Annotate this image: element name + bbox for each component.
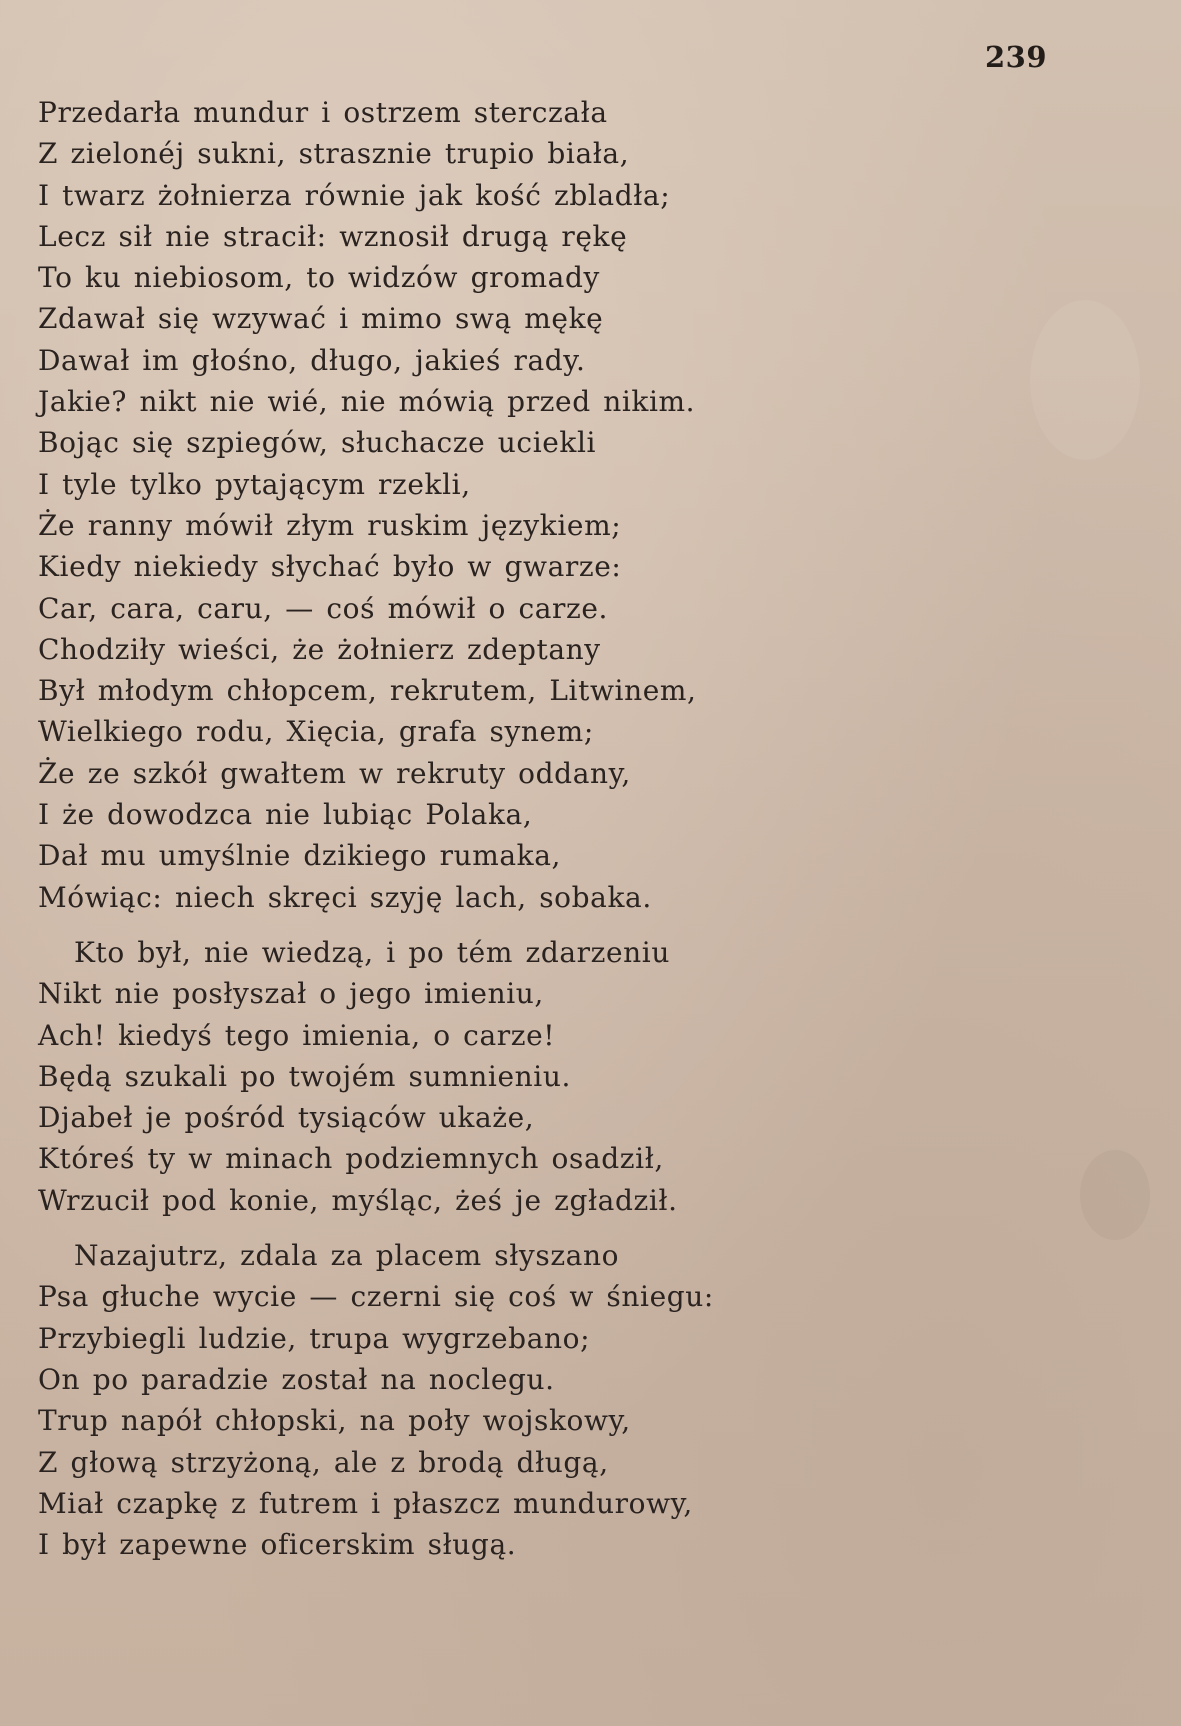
poem-line: Przedarła mundur i ostrzem sterczała [38,96,608,129]
poem-line: Dał mu umyślnie dzikiego rumaka, [38,839,562,873]
poem-line: I twarz żołnierza równie jak kość zbladła; [38,178,671,212]
page-number: 239 [985,40,1048,74]
poem-line: Że ze szkół gwałtem w rekruty oddany, [38,756,631,790]
poem-line: Kto był, nie wiedzą, i po tém zdarzeniu [74,935,670,969]
stanza [38,92,1138,918]
poem-line: Któreś ty w minach podziemnych osadził, [38,1142,664,1176]
poem-line: Kiedy niekiedy słychać było w gwarze: [38,550,622,584]
stanza [38,1235,1138,1565]
poem-line: Że ranny mówił złym ruskim językiem; [38,508,622,542]
poem-line: Mówiąc: niech skręci szyję lach, sobaka. [38,880,652,914]
poem-line: Djabeł je pośród tysiąców ukaże, [38,1101,535,1135]
poem-line: Wielkiego rodu, Xięcia, grafa synem; [38,715,594,749]
poem-line: To ku niebiosom, to widzów gromady [38,261,600,295]
poem-line: I był zapewne oficerskim sługą. [38,1528,517,1562]
poem-line: Psa głuche wycie — czerni się coś w śniegu: [38,1280,714,1314]
poem-text [38,92,1138,1565]
poem-line: Przybiegli ludzie, trupa wygrzebano; [38,1321,591,1355]
poem-line: Dawał im głośno, długo, jakieś rady. [38,343,586,377]
poem-line: Z głową strzyżoną, ale z brodą długą, [38,1445,609,1479]
poem-line: Bojąc się szpiegów, słuchacze uciekli [38,426,597,460]
poem-line: Lecz sił nie stracił: wznosił drugą rękę [38,219,628,253]
poem-line: Nazajutrz, zdala za placem słyszano [74,1239,620,1273]
poem-line: Jakie? nikt nie wié, nie mówią przed nikim. [38,385,696,419]
poem-line: Chodziły wieści, że żołnierz zdeptany [38,632,601,666]
poem-line: I tyle tylko pytającym rzekli, [38,467,471,501]
poem-line: Będą szukali po twojém sumnieniu. [38,1059,571,1093]
poem-line: Miał czapkę z futrem i płaszcz mundurowy, [38,1486,693,1520]
stanza [38,932,1138,1221]
poem-line: On po paradzie został na noclegu. [38,1362,555,1396]
poem-line: I że dowodzca nie lubiąc Polaka, [38,798,533,832]
poem-line: Wrzucił pod konie, myśląc, żeś je zgładził. [38,1183,678,1217]
poem-line: Był młodym chłopcem, rekrutem, Litwinem, [38,674,697,708]
poem-line: Ach! kiedyś tego imienia, o carze! [38,1018,556,1052]
poem-line: Z zielonéj sukni, strasznie trupio biała, [38,137,630,171]
poem-line: Nikt nie posłyszał o jego imieniu, [38,977,544,1011]
poem-line: Zdawał się wzywać i mimo swą mękę [38,302,604,336]
poem-line: Trup napół chłopski, na poły wojskowy, [38,1404,631,1438]
poem-line: Car, cara, caru, — coś mówił o carze. [38,591,609,625]
